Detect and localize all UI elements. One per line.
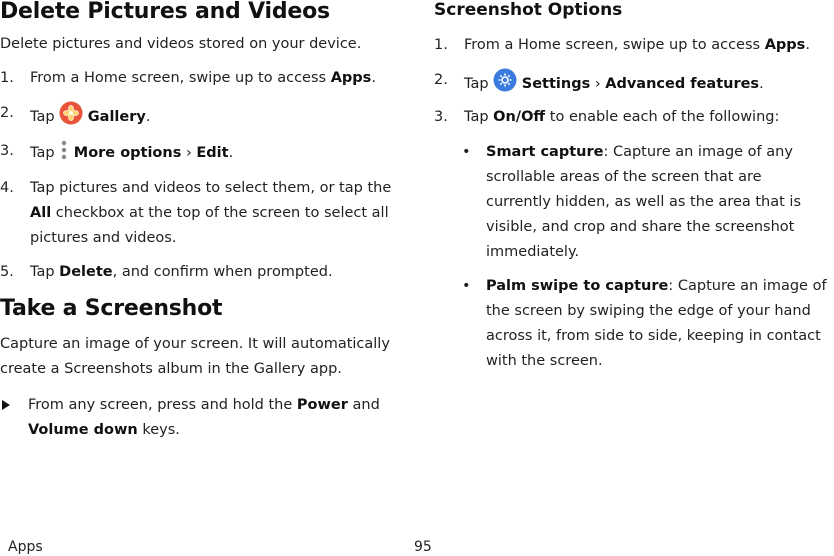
bullet-dot: • <box>462 278 471 294</box>
delete-section-title: Delete Pictures and Videos <box>0 0 330 24</box>
arrow-bullet-icon <box>2 400 10 410</box>
palm-swipe-item: • Palm swipe to capture: Capture an image of the screen by swiping the edge of your hand across it, from side to side, keeping in contact with the screen. <box>434 274 834 374</box>
options-step-1: 1. From a Home screen, swipe up to access Apps. <box>434 37 810 53</box>
options-step-2: 2. Tap Settings › Advanced features. <box>434 68 834 101</box>
smart-capture-item: • Smart capture: Capture an image of any scrollable areas of the screen that are currently hidden, as well as the area that is visible, and crop and share the screenshot immediately. <box>434 140 811 265</box>
delete-step-4: 4. Tap pictures and videos to select them, or tap the All checkbox at the top of the screen to select all pictures and videos. <box>0 180 392 246</box>
screenshot-options-title: Screenshot Options <box>434 0 623 20</box>
settings-icon <box>493 68 517 101</box>
delete-step-3: 3. Tap More options › Edit. <box>0 139 430 170</box>
bullet-dot: • <box>462 144 471 160</box>
options-step-3: 3. Tap On/Off to enable each of the following: <box>434 109 780 125</box>
delete-intro: Delete pictures and videos stored on your device. <box>0 36 362 52</box>
gallery-icon <box>59 101 83 134</box>
screenshot-intro: Capture an image of your screen. It will automatically create a Screenshots album in the Gallery app. <box>0 336 390 377</box>
page-number: 95 <box>414 539 432 555</box>
screenshot-step: From any screen, press and hold the Power and Volume down keys. <box>0 393 403 443</box>
footer-section-label: Apps <box>8 539 43 555</box>
more-options-icon <box>59 139 69 170</box>
delete-step-1: 1. From a Home screen, swipe up to access Apps. <box>0 70 376 86</box>
delete-step-5: 5. Tap Delete, and confirm when prompted. <box>0 264 333 280</box>
delete-step-2: 2. Tap Gallery. <box>0 101 430 134</box>
screenshot-section-title: Take a Screenshot <box>0 296 223 321</box>
